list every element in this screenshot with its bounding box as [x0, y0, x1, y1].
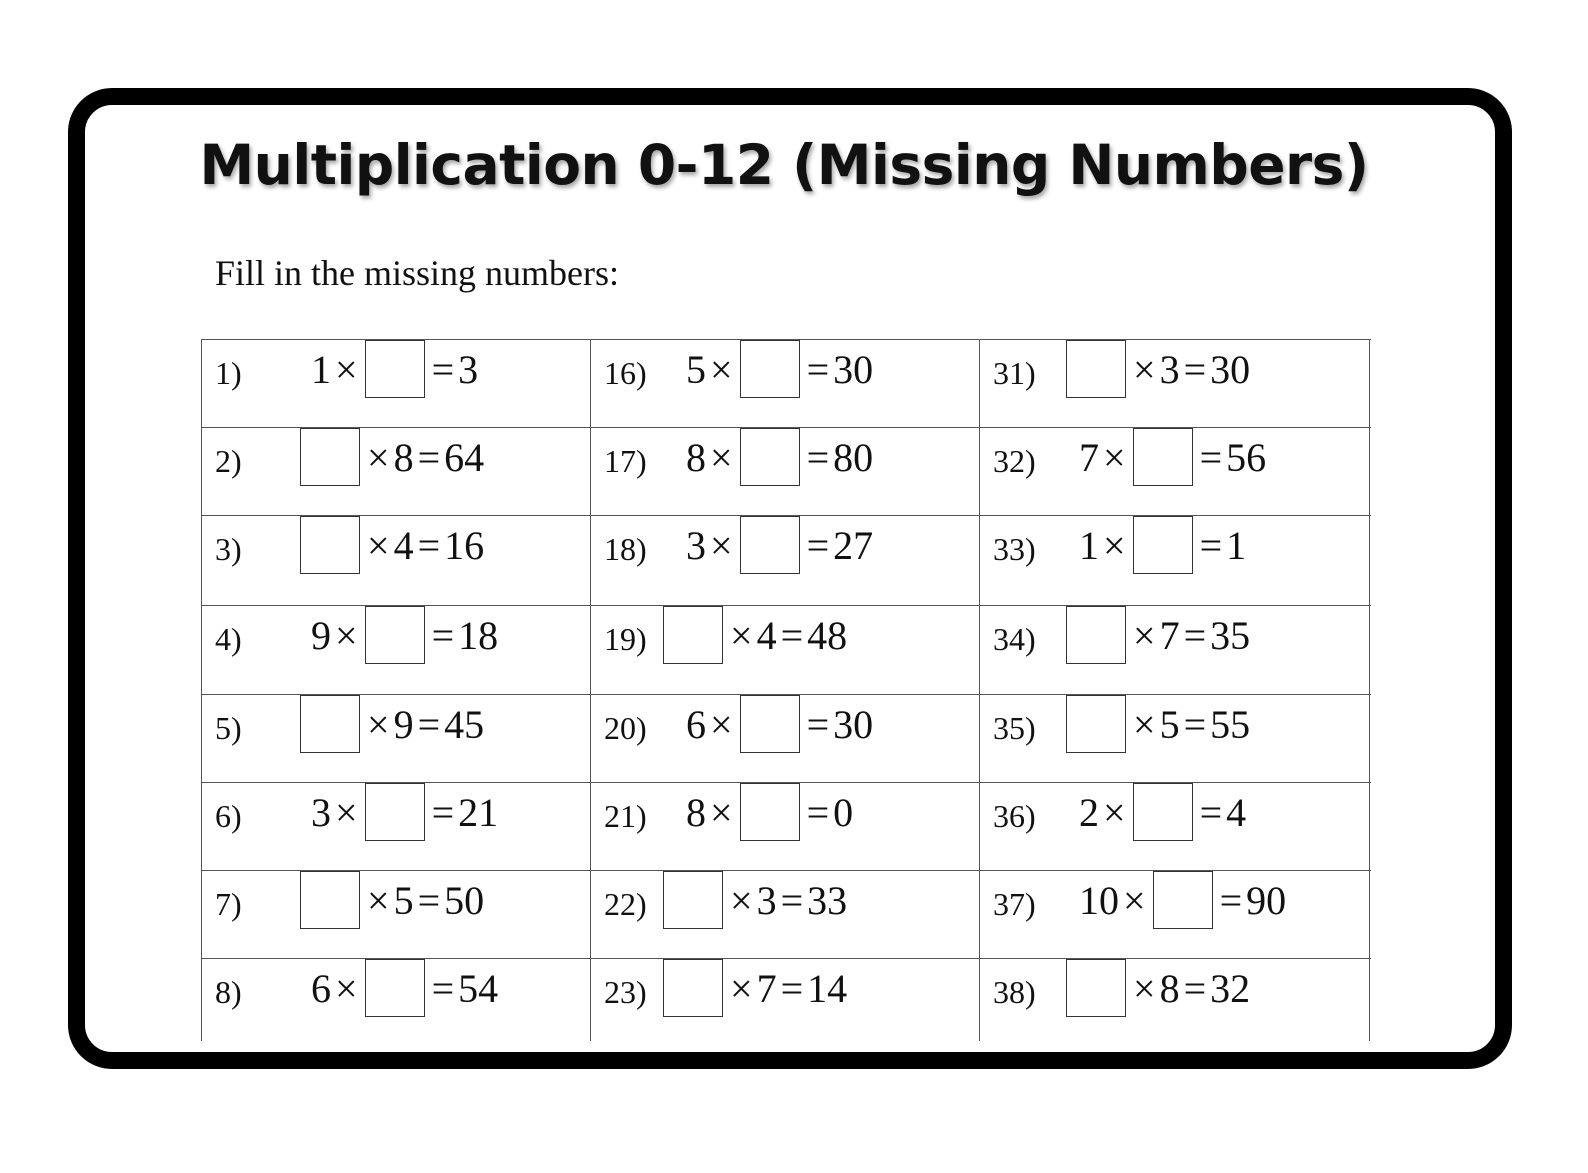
equation [686, 782, 853, 842]
equals-sign: = [417, 701, 441, 747]
times-sign: × [710, 701, 733, 747]
product-value: 30 [833, 701, 874, 747]
equals-sign: = [431, 965, 455, 1011]
product-value: 14 [807, 965, 848, 1011]
problem-cell [201, 605, 590, 694]
equals-sign: = [1183, 612, 1207, 658]
equals-sign: = [806, 346, 830, 392]
product-value: 50 [444, 877, 485, 923]
problem-cell [590, 870, 979, 959]
product-value: 35 [1210, 612, 1251, 658]
equals-sign: = [1199, 434, 1223, 480]
grid-vertical-line [1369, 339, 1370, 1041]
answer-box[interactable] [1133, 783, 1193, 841]
answer-box[interactable] [300, 871, 360, 929]
equation [660, 870, 847, 930]
times-sign: × [335, 346, 358, 392]
problem-cell [979, 339, 1369, 428]
answer-box[interactable] [740, 516, 800, 574]
known-factor: 2 [1079, 789, 1099, 835]
product-value: 16 [444, 522, 485, 568]
equals-sign: = [1199, 789, 1223, 835]
equation [311, 605, 498, 665]
known-factor: 3 [756, 877, 777, 923]
problem-number: 22) [604, 886, 647, 922]
problem-cell [590, 694, 979, 783]
problem-number: 2) [215, 443, 242, 479]
times-sign: × [710, 522, 733, 568]
answer-box[interactable] [300, 428, 360, 486]
problem-number: 32) [993, 443, 1036, 479]
product-value: 80 [833, 434, 874, 480]
equals-sign: = [431, 346, 455, 392]
times-sign: × [335, 965, 358, 1011]
known-factor: 3 [686, 522, 706, 568]
times-sign: × [710, 346, 733, 392]
product-value: 0 [833, 789, 854, 835]
equation [297, 515, 484, 575]
product-value: 1 [1226, 522, 1247, 568]
times-sign: × [335, 789, 358, 835]
equation [660, 605, 847, 665]
instructions-text: Fill in the missing numbers: [215, 253, 620, 293]
times-sign: × [367, 701, 390, 747]
problem-number: 6) [215, 798, 242, 834]
equation [660, 958, 847, 1018]
problem-cell [590, 958, 979, 1047]
product-value: 21 [458, 789, 499, 835]
answer-box[interactable] [740, 783, 800, 841]
problem-cell [201, 782, 590, 871]
problem-cell [201, 427, 590, 516]
known-factor: 3 [1159, 346, 1180, 392]
problem-number: 34) [993, 621, 1036, 657]
equals-sign: = [417, 522, 441, 568]
known-factor: 7 [1159, 612, 1180, 658]
times-sign: × [710, 434, 733, 480]
known-factor: 7 [756, 965, 777, 1011]
problem-number: 8) [215, 974, 242, 1010]
known-factor: 8 [1159, 965, 1180, 1011]
problem-number: 37) [993, 886, 1036, 922]
equation [1079, 515, 1246, 575]
problem-cell [979, 694, 1369, 783]
equation [686, 427, 873, 487]
problem-cell [590, 339, 979, 428]
known-factor: 9 [393, 701, 414, 747]
times-sign: × [1123, 877, 1146, 923]
product-value: 64 [444, 434, 485, 480]
equals-sign: = [417, 877, 441, 923]
problem-number: 21) [604, 798, 647, 834]
product-value: 56 [1226, 434, 1267, 480]
answer-box[interactable] [300, 695, 360, 753]
equals-sign: = [417, 434, 441, 480]
problem-cell [201, 958, 590, 1047]
answer-box[interactable] [300, 516, 360, 574]
answer-box[interactable] [1153, 871, 1213, 929]
problem-number: 35) [993, 710, 1036, 746]
known-factor: 1 [311, 346, 331, 392]
known-factor: 6 [311, 965, 331, 1011]
known-factor: 8 [393, 434, 414, 480]
problem-cell [979, 605, 1369, 694]
problem-cell [979, 782, 1369, 871]
product-value: 30 [1210, 346, 1251, 392]
equals-sign: = [431, 612, 455, 658]
times-sign: × [1133, 701, 1156, 747]
known-factor: 3 [311, 789, 331, 835]
problem-number: 33) [993, 531, 1036, 567]
times-sign: × [1103, 522, 1126, 568]
equals-sign: = [806, 701, 830, 747]
answer-box[interactable] [1066, 340, 1126, 398]
answer-box[interactable] [365, 783, 425, 841]
product-value: 55 [1210, 701, 1251, 747]
product-value: 3 [458, 346, 479, 392]
product-value: 4 [1226, 789, 1247, 835]
answer-box[interactable] [365, 606, 425, 664]
problem-number: 4) [215, 621, 242, 657]
problem-number: 7) [215, 886, 242, 922]
known-factor: 7 [1079, 434, 1099, 480]
problem-cell [979, 958, 1369, 1047]
answer-box[interactable] [740, 340, 800, 398]
product-value: 33 [807, 877, 848, 923]
problem-number: 18) [604, 531, 647, 567]
equation [1063, 339, 1250, 399]
times-sign: × [730, 965, 753, 1011]
known-factor: 8 [686, 434, 706, 480]
problem-cell [590, 427, 979, 516]
answer-box[interactable] [1133, 516, 1193, 574]
problem-cell [201, 870, 590, 959]
equation [1063, 958, 1250, 1018]
problem-number: 16) [604, 355, 647, 391]
problem-number: 23) [604, 974, 647, 1010]
times-sign: × [367, 434, 390, 480]
product-value: 27 [833, 522, 874, 568]
equals-sign: = [806, 434, 830, 480]
equation [1079, 427, 1266, 487]
times-sign: × [1133, 346, 1156, 392]
problem-number: 38) [993, 974, 1036, 1010]
equals-sign: = [780, 877, 804, 923]
equals-sign: = [1199, 522, 1223, 568]
equation [686, 515, 873, 575]
equals-sign: = [806, 789, 830, 835]
equation [297, 870, 484, 930]
problem-cell [201, 694, 590, 783]
known-factor: 5 [1159, 701, 1180, 747]
product-value: 32 [1210, 965, 1251, 1011]
equation [1079, 782, 1246, 842]
problem-number: 31) [993, 355, 1036, 391]
answer-box[interactable] [663, 959, 723, 1017]
equals-sign: = [1183, 346, 1207, 392]
known-factor: 6 [686, 701, 706, 747]
equals-sign: = [806, 522, 830, 568]
problem-number: 1) [215, 355, 242, 391]
equation [297, 694, 484, 754]
equation [1079, 870, 1286, 930]
times-sign: × [1103, 434, 1126, 480]
answer-box[interactable] [663, 871, 723, 929]
known-factor: 10 [1079, 877, 1119, 923]
product-value: 18 [458, 612, 499, 658]
equation [686, 339, 873, 399]
problem-number: 17) [604, 443, 647, 479]
problem-cell [201, 339, 590, 428]
equals-sign: = [1219, 877, 1243, 923]
known-factor: 4 [756, 612, 777, 658]
answer-box[interactable] [365, 340, 425, 398]
equation [1063, 605, 1250, 665]
problem-cell [590, 782, 979, 871]
equation [311, 958, 498, 1018]
equation [311, 339, 478, 399]
known-factor: 1 [1079, 522, 1099, 568]
known-factor: 5 [393, 877, 414, 923]
equals-sign: = [780, 965, 804, 1011]
equals-sign: = [431, 789, 455, 835]
times-sign: × [730, 612, 753, 658]
problem-number: 5) [215, 710, 242, 746]
problem-cell [979, 515, 1369, 604]
problem-number: 19) [604, 621, 647, 657]
equals-sign: = [1183, 965, 1207, 1011]
times-sign: × [1133, 965, 1156, 1011]
equals-sign: = [1183, 701, 1207, 747]
problem-cell [201, 515, 590, 604]
product-value: 48 [807, 612, 848, 658]
times-sign: × [730, 877, 753, 923]
times-sign: × [710, 789, 733, 835]
product-value: 45 [444, 701, 485, 747]
problem-grid [201, 339, 1371, 1041]
equation [686, 694, 873, 754]
equation [1063, 694, 1250, 754]
times-sign: × [367, 522, 390, 568]
answer-box[interactable] [365, 959, 425, 1017]
times-sign: × [1103, 789, 1126, 835]
product-value: 54 [458, 965, 499, 1011]
answer-box[interactable] [740, 695, 800, 753]
problem-cell [979, 870, 1369, 959]
known-factor: 5 [686, 346, 706, 392]
worksheet-title: Multiplication 0-12 (Missing Numbers) [199, 133, 1369, 197]
problem-number: 20) [604, 710, 647, 746]
product-value: 90 [1246, 877, 1287, 923]
answer-box[interactable] [1133, 428, 1193, 486]
known-factor: 8 [686, 789, 706, 835]
answer-box[interactable] [663, 606, 723, 664]
problem-cell [979, 427, 1369, 516]
times-sign: × [335, 612, 358, 658]
equals-sign: = [780, 612, 804, 658]
known-factor: 4 [393, 522, 414, 568]
times-sign: × [1133, 612, 1156, 658]
equation [311, 782, 498, 842]
answer-box[interactable] [740, 428, 800, 486]
answer-box[interactable] [1066, 959, 1126, 1017]
problem-number: 36) [993, 798, 1036, 834]
product-value: 30 [833, 346, 874, 392]
times-sign: × [367, 877, 390, 923]
answer-box[interactable] [1066, 606, 1126, 664]
known-factor: 9 [311, 612, 331, 658]
answer-box[interactable] [1066, 695, 1126, 753]
problem-cell [590, 515, 979, 604]
equation [297, 427, 484, 487]
problem-cell [590, 605, 979, 694]
problem-number: 3) [215, 531, 242, 567]
